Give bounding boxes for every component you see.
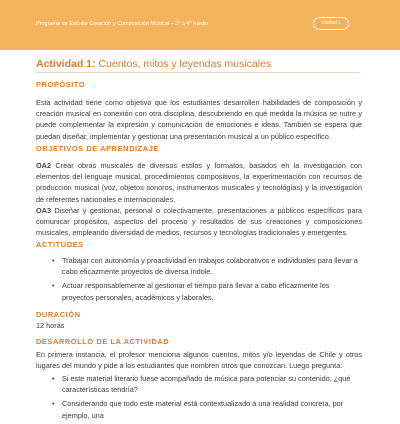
list-item	[52, 373, 358, 395]
desarrollo-heading: DESARROLLO DE LA ACTIVIDAD	[36, 337, 170, 346]
bullet-icon: •	[52, 256, 55, 265]
list-item	[52, 280, 358, 302]
actitud-text: Trabajar con autonomía y proactividad en trabajos colaborativos e individuales para llevar a cabo eficazmente proyectos de diversa índole.	[62, 256, 358, 277]
list-item	[52, 255, 358, 277]
unit-badge: Unidad 1	[313, 17, 349, 30]
objetivos-heading: OBJETIVOS DE APRENDIZAJE	[36, 144, 159, 153]
title-divider	[36, 72, 360, 73]
activity-label: Actividad 1:	[36, 58, 96, 70]
desarrollo-list	[52, 373, 358, 424]
bullet-icon: •	[52, 374, 55, 383]
proposito-text: Esta actividad tiene como objetivo que los estudiantes desarrollen habilidades de composición y creación musical en conexión con otra disciplina, descubriendo en qué medida la música se nutre y puede complementar la expresión y comunicación de emociones e ideas. También se espera que puedan diseñar, implementar y gestionar una presentación musical a un público específico.	[36, 98, 362, 141]
desarrollo-question: Considerando que todo este material está contextualizado a una realidad concreta, por ejemplo, una	[62, 399, 344, 420]
objective-code: OA2	[36, 161, 52, 170]
duracion-value: 12 horas	[36, 321, 65, 330]
actitudes-list	[52, 255, 358, 306]
objective-oa2	[36, 160, 362, 205]
objective-code: OA3	[36, 206, 52, 215]
desarrollo-question: Si este material literario fuese acompañado de música para potenciar su contenido, ¿qué características tendría?	[62, 374, 351, 395]
desarrollo-intro: En primera instancia, el profesor menciona algunos cuentos, mitos y/o leyendas de Chile y otros lugares del mundo y pide a los estudiantes que nombren otros que conozcan. Luego pregunta:	[36, 350, 362, 371]
activity-title	[36, 58, 271, 70]
proposito-heading: PROPÓSITO	[36, 80, 86, 89]
bullet-icon: •	[52, 399, 55, 409]
activity-name: Cuentos, mitos y leyendas musicales	[98, 58, 272, 70]
actitud-text: Actuar responsablemente al gestionar el tiempo para llevar a cabo eficazmente los proyectos personales, académicos y laborales.	[62, 281, 330, 302]
objective-text: Diseñar y gestionar, personal o colectivamente, presentaciones a públicos específicos para comunicar propósitos, aspectos del proceso y resultados de sus creaciones y composiciones musicales, empleando diversidad de medios, recursos y tecnologías tradicionales y emergentes.	[36, 206, 362, 238]
actitudes-heading: ACTITUDES	[36, 240, 84, 249]
header-bar	[0, 0, 400, 50]
duracion-heading: DURACIÓN	[36, 310, 81, 319]
objective-text: Crear obras musicales de diversos estilos y formatos, basados en la investigación con elementos del lenguaje musical, procedimientos compositivos, la experimentación con recursos de producción musical (voz, objetos sonoros, instrumentos musicales y tecnológías) y la investigación de referentes nacionales e internacionales.	[36, 161, 362, 204]
bullet-icon: •	[52, 281, 55, 291]
list-item	[52, 398, 358, 420]
program-title: Programa de Estudio Creación y Composición Musical – 3° o 4° medio	[36, 21, 209, 27]
objective-oa3	[36, 205, 362, 239]
